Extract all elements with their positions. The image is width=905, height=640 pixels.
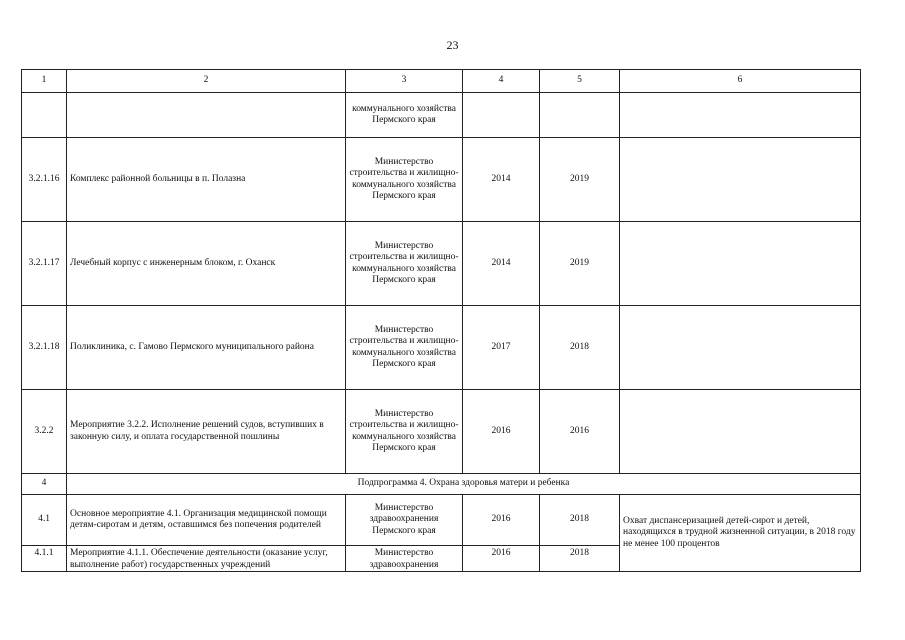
start-year: 2014 <box>463 138 540 222</box>
column-header: 3 <box>346 70 463 93</box>
table-row <box>22 222 861 306</box>
row-number: 4 <box>22 474 67 495</box>
row-number: 3.2.1.18 <box>22 306 67 390</box>
start-year: 2016 <box>463 390 540 474</box>
measure-name: Мероприятие 3.2.2. Исполнение решений судов, вступивших в законную силу, и оплата государственной пошлины <box>67 390 346 474</box>
result-cell <box>620 390 861 474</box>
subprogram-row <box>22 474 861 495</box>
column-header: 1 <box>22 70 67 93</box>
measure-name: Основное мероприятие 4.1. Организация медицинской помощи детям-сиротам и детям, оставшимся без попечения родителей <box>67 495 346 546</box>
end-year: 2018 <box>540 546 620 572</box>
row-number: 4.1.1 <box>22 546 67 572</box>
executor-cell: Министерство строительства и жилищно-коммунального хозяйства Пермского края <box>346 306 463 390</box>
result-cell: Охват диспансеризацией детей-сирот и детей, находящихся в трудной жизненной ситуации, в 2018 году не менее 100 процентов <box>620 495 861 572</box>
executor-cell: Министерство здравоохранения <box>346 546 463 572</box>
column-header: 6 <box>620 70 861 93</box>
row-number: 3.2.1.16 <box>22 138 67 222</box>
measure-name: Лечебный корпус с инженерным блоком, г. Оханск <box>67 222 346 306</box>
subprogram-title: Подпрограмма 4. Охрана здоровья матери и ребенка <box>67 474 861 495</box>
executor-cell: коммунального хозяйства Пермского края <box>346 93 463 138</box>
end-year: 2019 <box>540 138 620 222</box>
table-row <box>22 306 861 390</box>
table-row <box>22 495 861 546</box>
start-year: 2017 <box>463 306 540 390</box>
executor-cell: Министерство строительства и жилищно-коммунального хозяйства Пермского края <box>346 390 463 474</box>
end-year: 2016 <box>540 390 620 474</box>
row-number: 3.2.1.17 <box>22 222 67 306</box>
table-header-row <box>22 70 861 93</box>
result-cell <box>620 138 861 222</box>
column-header: 4 <box>463 70 540 93</box>
result-cell <box>620 222 861 306</box>
measure-name: Мероприятие 4.1.1. Обеспечение деятельности (оказание услуг, выполнение работ) государственных учреждений <box>67 546 346 572</box>
start-year: 2016 <box>463 546 540 572</box>
end-year: 2018 <box>540 306 620 390</box>
table-row <box>22 138 861 222</box>
row-number: 3.2.2 <box>22 390 67 474</box>
page-number: 23 <box>446 38 459 52</box>
start-year: 2014 <box>463 222 540 306</box>
table-row <box>22 93 861 138</box>
result-cell <box>620 306 861 390</box>
column-header: 2 <box>67 70 346 93</box>
end-year: 2019 <box>540 222 620 306</box>
executor-cell: Министерство строительства и жилищно-коммунального хозяйства Пермского края <box>346 222 463 306</box>
measures-table <box>21 69 861 572</box>
measure-name: Поликлиника, с. Гамово Пермского муниципального района <box>67 306 346 390</box>
executor-cell: Министерство здравоохранения Пермского края <box>346 495 463 546</box>
end-year: 2018 <box>540 495 620 546</box>
executor-cell: Министерство строительства и жилищно-коммунального хозяйства Пермского края <box>346 138 463 222</box>
measure-name: Комплекс районной больницы в п. Полазна <box>67 138 346 222</box>
table-row <box>22 390 861 474</box>
start-year: 2016 <box>463 495 540 546</box>
column-header: 5 <box>540 70 620 93</box>
row-number: 4.1 <box>22 495 67 546</box>
